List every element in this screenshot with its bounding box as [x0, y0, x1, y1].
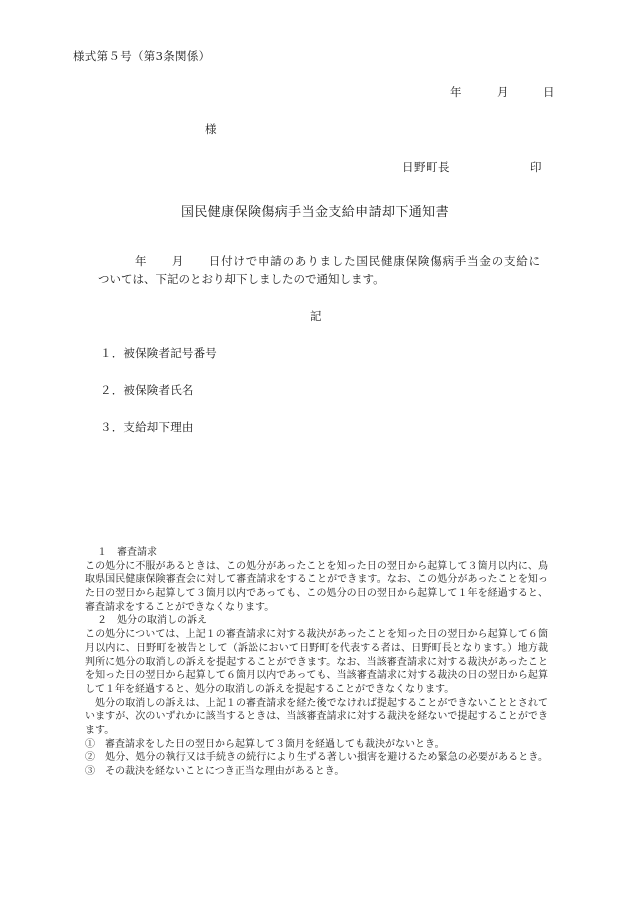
note-heading-revocation-suit: ２ 処分の取消しの訴え [97, 615, 207, 627]
date-month-label: 月 [497, 85, 509, 99]
item-insured-name: ２．被保険者氏名 [100, 383, 194, 397]
form-number: 様式第５号（第3条関係） [73, 49, 211, 63]
note-line: この処分については、上記１の審査請求に対する裁決があったことを知った日の翌日から起算して６箇 [85, 629, 548, 641]
issuer-seal-mark: 印 [530, 160, 542, 174]
body-line: ついては、下記のとおり却下しましたので通知します。 [98, 272, 385, 286]
note-line: この処分に不服があるときは、この処分があったことを知った日の翌日から起算して３箇月以内に、鳥 [85, 560, 548, 572]
note-heading-review-request: １ 審査請求 [97, 547, 157, 558]
note-condition-3: ③ その裁決を経ないことにつき正当な理由があるとき。 [85, 766, 345, 777]
note-condition-1: ① 審査請求をした日の翌日から起算して３箇月を経過しても裁決がないとき。 [85, 738, 445, 750]
item-rejection-reason: ３．支給却下理由 [100, 420, 194, 434]
note-line: 月以内に、日野町を被告として（訴訟において日野町を代表する者は、日野町長となります。）地方裁 [85, 642, 548, 654]
body-line: 年 月 日付けで申請のありました国民健康保険傷病手当金の支給に [135, 254, 541, 268]
note-line: を知った日の翌日から起算して６箇月以内であっても、当該審査請求に対する裁決の日の翌日から起算 [85, 670, 548, 682]
note-line: 処分の取消しの訴えは、上記１の審査請求を経た後でなければ提起することができないこととされて [95, 697, 548, 709]
date-year-label: 年 [450, 85, 462, 99]
record-heading: 記 [310, 309, 322, 323]
note-line: 審査請求をすることができなくなります。 [85, 601, 275, 613]
document-title: 国民健康保険傷病手当金支給申請却下通知書 [180, 205, 449, 220]
note-line: いますが、次のいずれかに該当するときは、当該審査請求に対する裁決を経ないで提起することができ [85, 711, 548, 723]
note-line: 取県国民健康保険審査会に対して審査請求をすることができます。なお、この処分があったことを知っ [85, 574, 548, 586]
date-day-label: 日 [543, 85, 555, 99]
addressee-honorific: 様 [205, 122, 217, 136]
note-line: して１年を経過すると、処分の取消しの訴えを提起することができなくなります。 [85, 683, 455, 695]
note-line: た日の翌日から起算して３箇月以内であっても、この処分の日の翌日から起算して１年を経過すると、 [85, 588, 548, 600]
note-line: 判所に処分の取消しの訴えを提起することができます。なお、当該審査請求に対する裁決があったこと [85, 656, 548, 668]
note-condition-2: ② 処分、処分の執行又は手続きの続行により生ずる著しい損害を避けるため緊急の必要があるとき。 [85, 752, 548, 764]
issuer-title: 日野町長 [402, 160, 450, 174]
note-line: ます。 [85, 724, 115, 736]
item-insured-number: １．被保険者記号番号 [100, 346, 217, 360]
appeal-notes [85, 546, 548, 779]
